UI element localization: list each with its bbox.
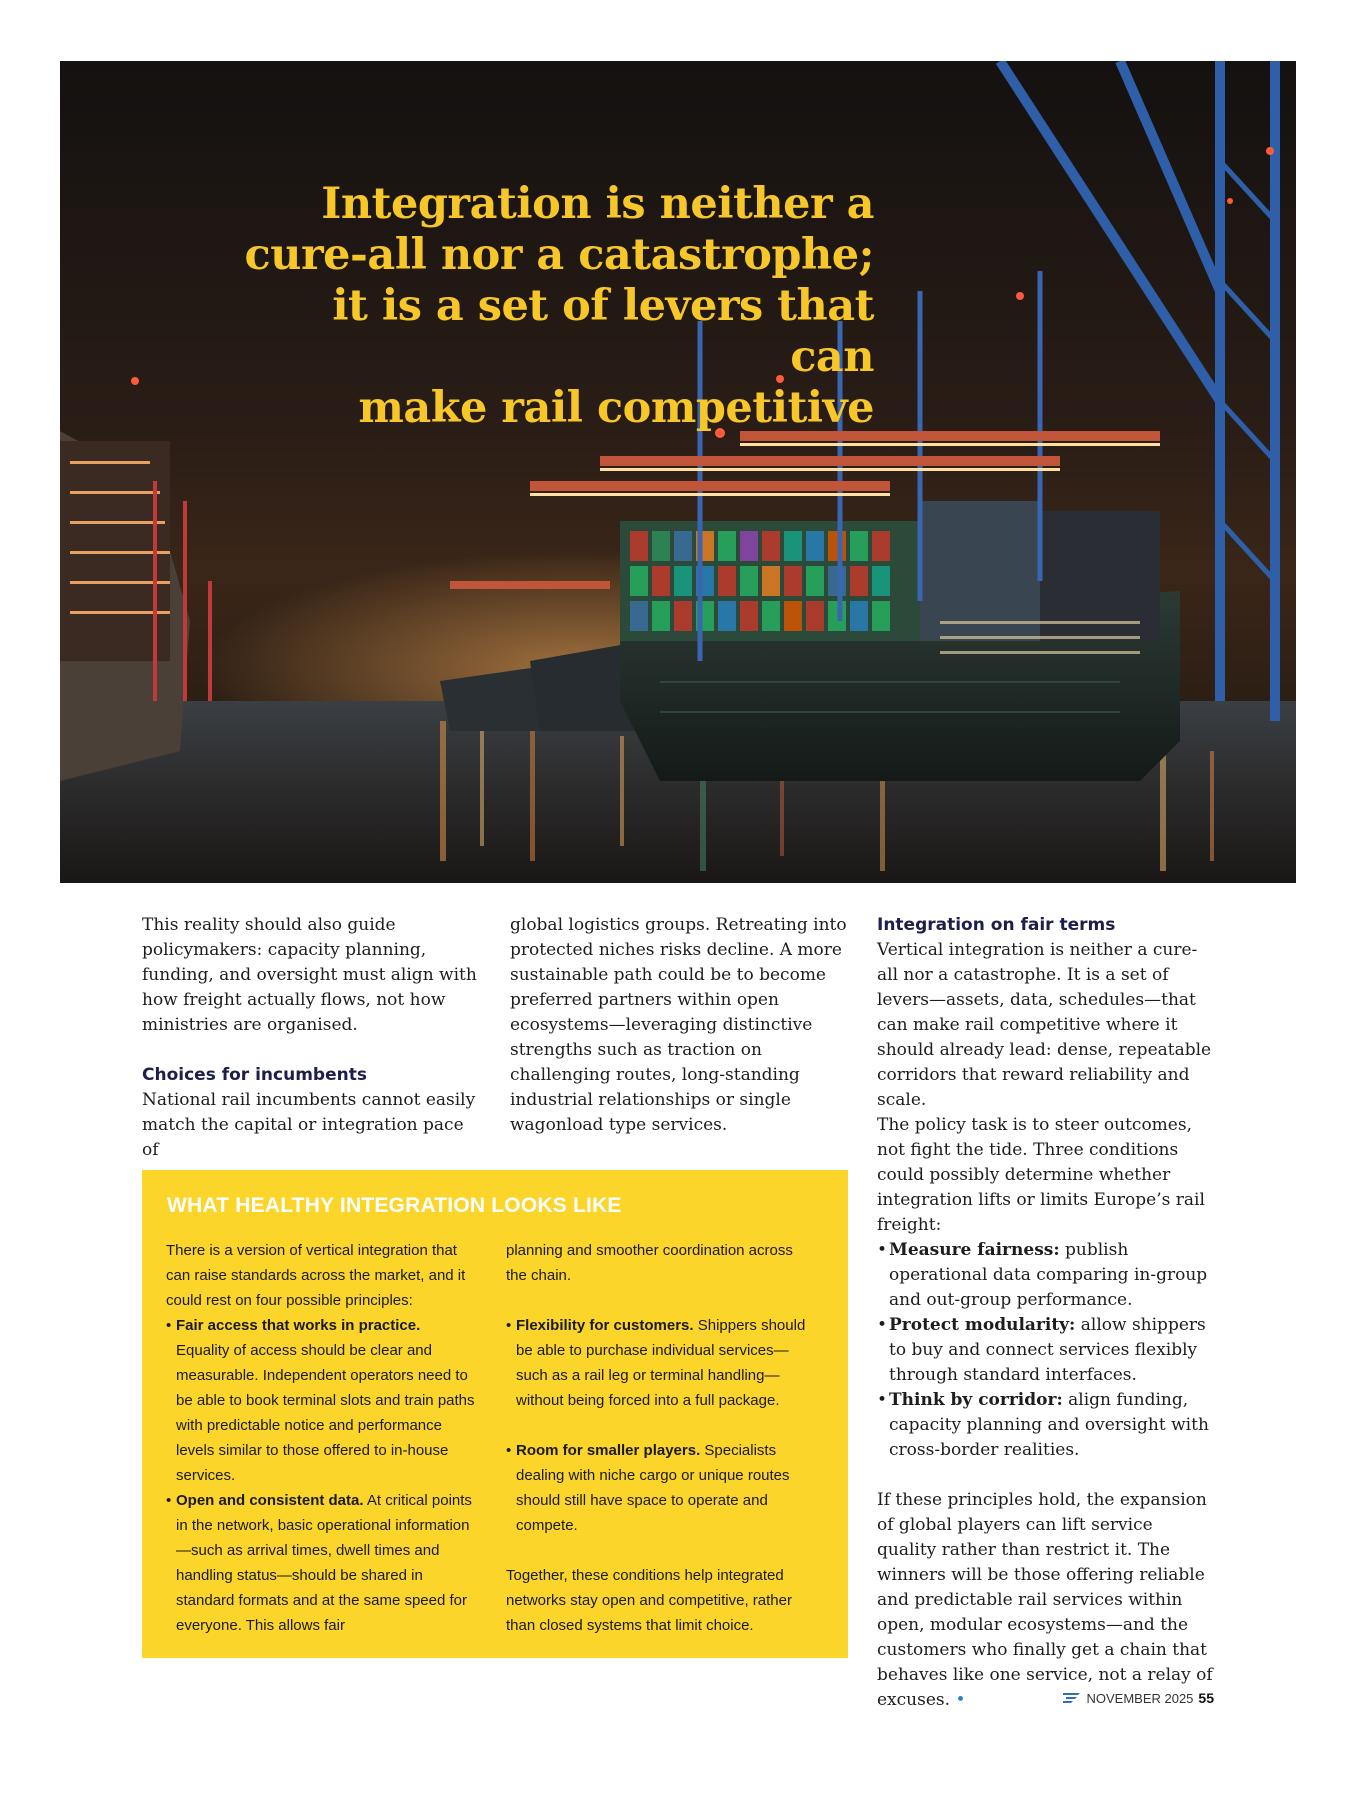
bullet-text: Equality of access should be clear and measurable. Independent operators need to be able to book terminal slots and train paths with predictable notice and performance levels similar to those offered to in-house services. [176,1342,475,1484]
box-column-2 [506,1238,816,1638]
incumbents-paragraph: National rail incumbents cannot easily match the capital or integration pace of [142,1090,476,1160]
bullet-text: At critical points in the network, basic operational information—such as arrival times, dwell times and handling status—should be shared in standard formats and at the same speed for everyone. This allows fair [176,1492,472,1634]
hero-image [60,61,1296,883]
column-1 [142,913,482,1163]
bullet-text: publish operational data comparing in-group and out-group performance. [889,1240,1208,1310]
pull-quote: Integration is neither a cure-all nor a catastrophe; it is a set of levers that can make rail competitive [244,179,874,433]
section-heading-incumbents: Choices for incumbents [142,1065,367,1085]
sidebar-box [142,1170,848,1658]
section-heading-fair-terms: Integration on fair terms [877,915,1116,935]
column-3 [877,913,1217,1713]
closing-paragraph: If these principles hold, the expansion of global players can lift service quality rather than restrict it. The winners will be those offering reliable and predictable rail services within open, modular ecosystems—and the customers who finally get a chain that behaves like one service, not a relay of excuses. • [877,1490,1213,1710]
box-closing: Together, these conditions help integrated networks stay open and competitive, rather than closed systems that limit choice. [506,1567,792,1634]
bullet-label: Room for smaller players. [516,1442,701,1459]
bullet-label: Open and consistent data. [176,1492,364,1509]
bullet-text: align funding, capacity planning and oversight with cross-border realities. [889,1390,1209,1460]
conditions-list [877,1238,1217,1463]
list-item: • Flexibility for customers. Shippers should be able to purchase individual services—such as a rail leg or terminal handling—without being forced into a full package. [506,1317,806,1409]
page-footer [1063,1690,1214,1706]
intro-paragraph: This reality should also guide policymakers: capacity planning, funding, and oversight must align with how freight actually flows, not how ministries are organised. [142,915,477,1035]
box-intro: There is a version of vertical integration that can raise standards across the market, and it could rest on four possible principles: [166,1242,466,1309]
incumbents-paragraph-continued: global logistics groups. Retreating into protected niches risks decline. A more sustainable path could be to become preferred partners within open ecosystems—leveraging distinctive strengths such as traction on challenging routes, long-standing industrial relationships or single wagonload type services. [510,915,847,1135]
list-item: • Room for smaller players. Specialists dealing with niche cargo or unique routes should still have space to operate and compete. [506,1442,790,1534]
list-item: • Measure fairness: publish operational data comparing in-group and out-group performance. [877,1240,1208,1310]
magazine-logo-icon [1063,1692,1081,1704]
issue-date: NOVEMBER 2025 [1086,1690,1194,1706]
page-number: 55 [1198,1690,1214,1706]
principles-list [166,1313,476,1638]
policy-paragraph: The policy task is to steer outcomes, not fight the tide. Three conditions could possibly determine whether integration lifts or limits Europe’s rail freight: [877,1115,1205,1235]
list-item: • Protect modularity: allow shippers to buy and connect services flexibly through standard interfaces. [877,1315,1206,1385]
principles-list-continued [506,1313,816,1538]
fair-terms-paragraph: Vertical integration is neither a cure-all nor a catastrophe. It is a set of levers—assets, data, schedules—that can make rail competitive where it should already lead: dense, repeatable corridors that reward reliability and scale. [877,940,1212,1110]
bullet-text: Shippers should be able to purchase individual services—such as a rail leg or terminal handling—without being forced into a full package. [516,1317,806,1409]
bullet-label: Fair access that works in practice. [176,1317,421,1334]
bullet-label: Measure fairness: [889,1240,1060,1260]
list-item: • Open and consistent data. At critical points in the network, basic operational information—such as arrival times, dwell times and handling status—should be shared in standard formats and at the same speed for everyone. This allows fair [166,1492,472,1634]
list-item: • Fair access that works in practice. Equality of access should be clear and measurable. Independent operators need to be able to book terminal slots and train paths with predictable notice and performance levels similar to those offered to in-house services. [166,1317,475,1484]
box-continuation: planning and smoother coordination across the chain. [506,1242,793,1284]
column-2 [510,913,855,1138]
box-column-1 [166,1238,476,1638]
bullet-text: allow shippers to buy and connect services flexibly through standard interfaces. [889,1315,1206,1385]
bullet-label: Think by corridor: [889,1390,1063,1410]
list-item: • Think by corridor: align funding, capacity planning and oversight with cross-border realities. [877,1390,1209,1460]
bullet-label: Protect modularity: [889,1315,1076,1335]
box-title: WHAT HEALTHY INTEGRATION LOOKS LIKE [167,1194,622,1217]
bullet-label: Flexibility for customers. [516,1317,694,1334]
bullet-text: Specialists dealing with niche cargo or unique routes should still have space to operate and compete. [516,1442,790,1534]
end-mark-icon: • [955,1690,966,1710]
